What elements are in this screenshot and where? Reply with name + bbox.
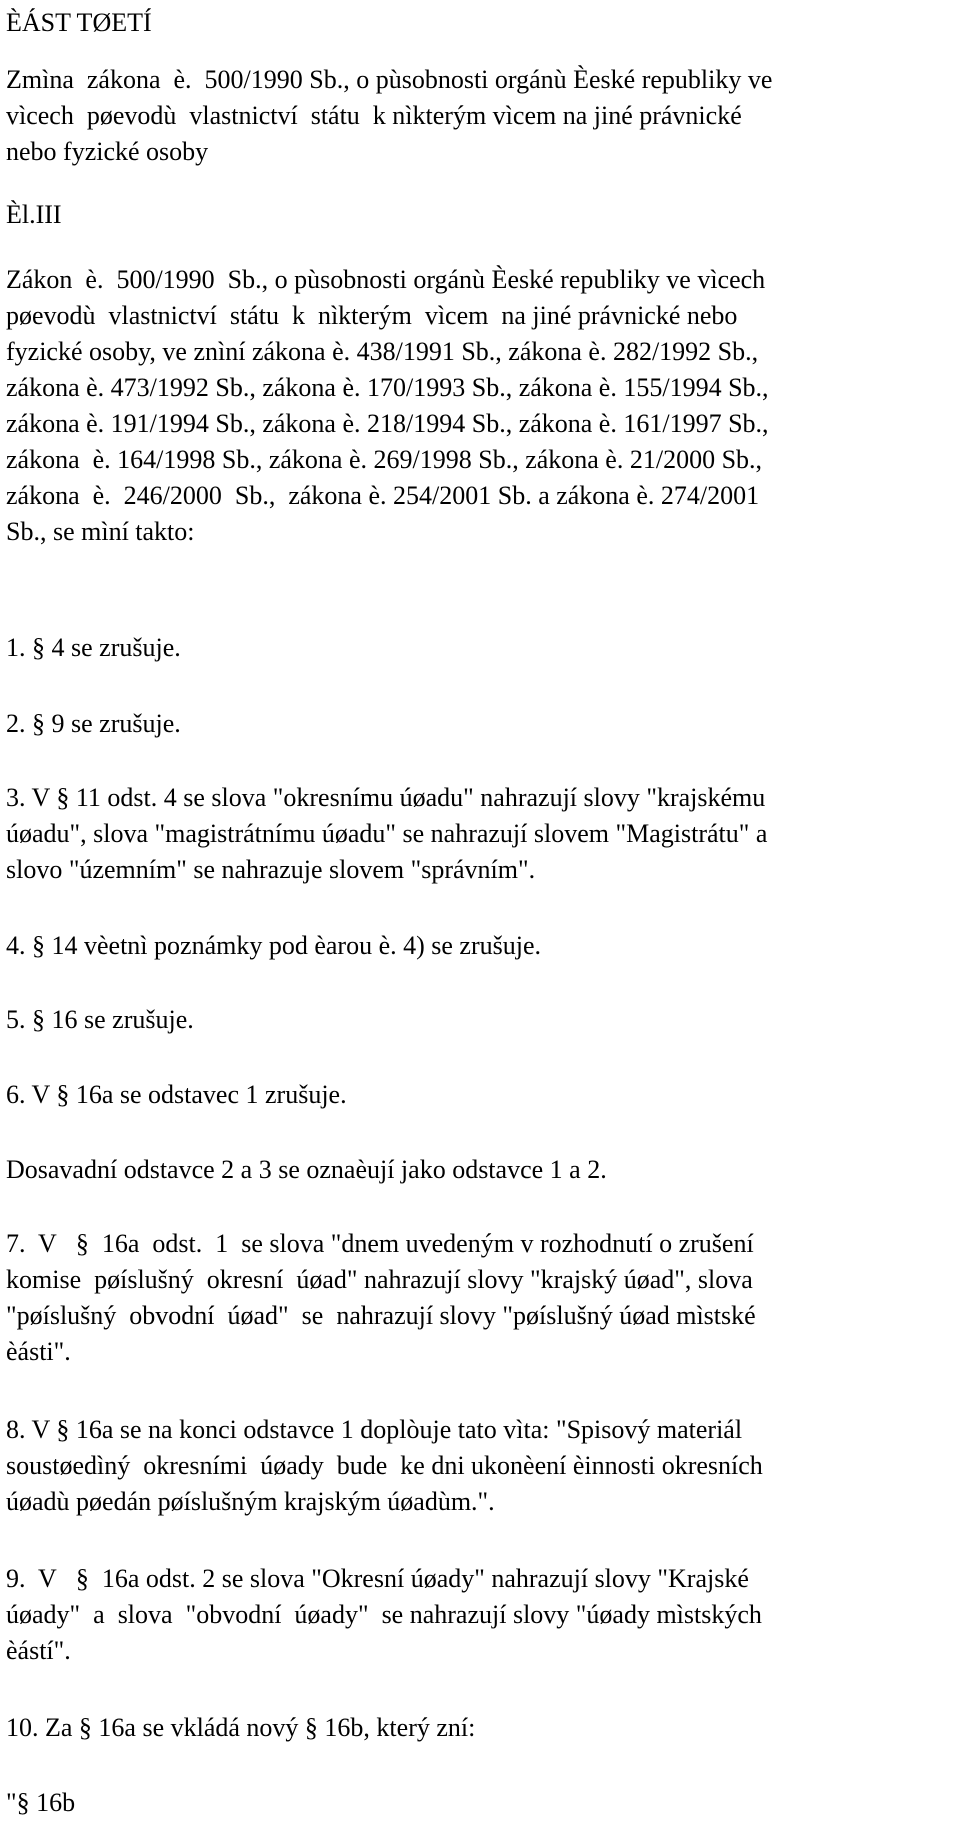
text-line: komise pøíslušný okresní úøad" nahrazují slovy "krajský úøad", slova (6, 1265, 753, 1294)
text-line: 7. V § 16a odst. 1 se slova "dnem uvedeným v rozhodnutí o zrušení (6, 1229, 754, 1258)
text-line: 3. V § 11 odst. 4 se slova "okresnímu úøadu" nahrazují slovy "krajskému (6, 783, 766, 812)
text-line: Sb., se mìní takto: (6, 517, 195, 546)
amendment-item-10: 10. Za § 16a se vkládá nový § 16b, který zní: (6, 1713, 476, 1742)
text-line: "pøíslušný obvodní úøad" se nahrazují slovy "pøíslušný úøad mìstské (6, 1301, 756, 1330)
amendment-item-7 (6, 1226, 756, 1370)
text-line: nebo fyzické osoby (6, 137, 209, 166)
amendment-item-4: 4. § 14 vèetnì poznámky pod èarou è. 4) se zrušuje. (6, 931, 542, 960)
amendment-item-2: 2. § 9 se zrušuje. (6, 709, 181, 738)
text-line: soustøedìný okresními úøady bude ke dni ukonèení èinnosti okresních (6, 1451, 763, 1480)
intro-title (6, 62, 772, 170)
amendment-item-8 (6, 1412, 763, 1520)
text-line: zákona è. 191/1994 Sb., zákona è. 218/1994 Sb., zákona è. 161/1997 Sb., (6, 409, 769, 438)
amendment-item-6-note: Dosavadní odstavce 2 a 3 se oznaèují jako odstavce 1 a 2. (6, 1155, 607, 1184)
amendment-item-9 (6, 1561, 762, 1669)
text-line: úøadu", slova "magistrátnímu úøadu" se nahrazují slovem "Magistrátu" a (6, 819, 768, 848)
section-16b-start: "§ 16b (6, 1788, 76, 1817)
text-line: pøevodù vlastnictví státu k nìkterým vìcem na jiné právnické nebo (6, 301, 738, 330)
text-line: fyzické osoby, ve znìní zákona è. 438/1991 Sb., zákona è. 282/1992 Sb., (6, 337, 759, 366)
text-line: zákona è. 164/1998 Sb., zákona è. 269/1998 Sb., zákona è. 21/2000 Sb., (6, 445, 763, 474)
amendment-item-5: 5. § 16 se zrušuje. (6, 1005, 194, 1034)
text-line: 9. V § 16a odst. 2 se slova "Okresní úøady" nahrazují slovy "Krajské (6, 1564, 749, 1593)
text-line: zákona è. 473/1992 Sb., zákona è. 170/1993 Sb., zákona è. 155/1994 Sb., (6, 373, 769, 402)
text-line: Zmìna zákona è. 500/1990 Sb., o pùsobnosti orgánù Èeské republiky ve (6, 65, 773, 94)
text-line: vìcech pøevodù vlastnictví státu k nìkterým vìcem na jiné právnické (6, 101, 742, 130)
amendment-item-1: 1. § 4 se zrušuje. (6, 633, 181, 662)
text-line: úøadù pøedán pøíslušným krajským úøadùm.". (6, 1487, 495, 1516)
text-line: slovo "územním" se nahrazuje slovem "správním". (6, 855, 536, 884)
amendment-item-3 (6, 780, 767, 888)
law-text-paragraph (6, 262, 769, 550)
text-line: 8. V § 16a se na konci odstavce 1 doplòuje tato vìta: "Spisový materiál (6, 1415, 743, 1444)
article-number: Èl.III (6, 200, 62, 229)
part-heading: ÈÁST TØETÍ (6, 8, 152, 37)
text-line: úøady" a slova "obvodní úøady" se nahrazují slovy "úøady mìstských (6, 1600, 762, 1629)
text-line: zákona è. 246/2000 Sb., zákona è. 254/2001 Sb. a zákona è. 274/2001 (6, 481, 760, 510)
text-line: Zákon è. 500/1990 Sb., o pùsobnosti orgánù Èeské republiky ve vìcech (6, 265, 766, 294)
text-line: èástí". (6, 1636, 71, 1665)
amendment-item-6: 6. V § 16a se odstavec 1 zrušuje. (6, 1080, 347, 1109)
text-line: èásti". (6, 1337, 71, 1366)
